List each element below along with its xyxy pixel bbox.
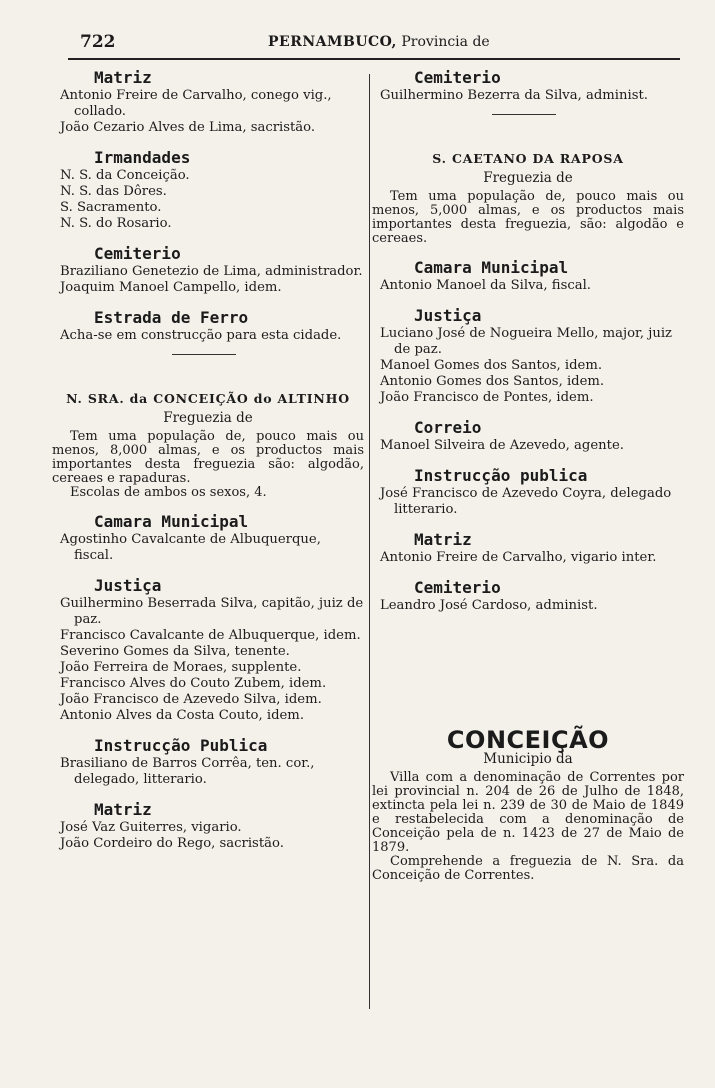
section-body: Tem uma população de, pouco mais ou menos, 5,000 almas, e os productos mais importantes desta freguezia, são: algodão e cereaes.: [372, 189, 684, 246]
section-title-conceicao: CONCEIÇÃO: [446, 726, 610, 754]
entry-line: N. S. do Rosario.: [60, 216, 172, 231]
entry-line: Antonio Alves da Costa Couto, idem.: [60, 708, 305, 723]
entry-line: Manoel Silveira de Azevedo, agente.: [380, 438, 624, 453]
heading-camara-municipal: Camara Municipal: [414, 258, 569, 277]
running-title-province: PERNAMBUCO,: [268, 34, 397, 50]
section-rule: [492, 114, 556, 115]
section-subtitle: Freguezia de: [163, 410, 253, 426]
heading-irmandades: Irmandades: [94, 148, 191, 167]
entry-line: Antonio Freire de Carvalho, conego vig., collado.: [60, 88, 332, 119]
heading-cemiterio: Cemiterio: [414, 578, 501, 597]
entry-line: Antonio Freire de Carvalho, vigario inter.: [380, 550, 657, 565]
running-title: [268, 34, 490, 50]
entry-line: João Ferreira de Moraes, supplente.: [60, 660, 302, 675]
section-title-altinho: N. SRA. da CONCEIÇÃO do ALTINHO: [66, 391, 350, 406]
entry-line: Agostinho Cavalcante de Albuquerque, fiscal.: [60, 532, 321, 563]
section-subtitle: Freguezia de: [483, 170, 573, 186]
entry-line: José Francisco de Azevedo Coyra, delegado litterario.: [380, 486, 672, 517]
entry-line: Manoel Gomes dos Santos, idem.: [380, 358, 603, 373]
column-divider: [369, 74, 370, 1009]
heading-matriz: Matriz: [94, 68, 152, 87]
section-body: Tem uma população de, pouco mais ou menos, 8,000 almas, e os productos mais importantes desta freguezia são: algodão, cereaes e rapaduras.: [52, 429, 364, 486]
heading-justica: Justiça: [94, 576, 162, 595]
section-body: Villa com a denominação de Correntes por lei provincial n. 204 de 26 de Julho de 1848, extincta pela lei n. 239 de 30 de Maio de 1849 e restabelecida com a denominação de Conceição pela de n. 1423 de 27 de Maio de 1879.: [372, 770, 684, 855]
entry-line: João Francisco de Azevedo Silva, idem.: [60, 692, 322, 707]
heading-instruccao-publica: Instrucção Publica: [94, 736, 268, 755]
left-column: [52, 68, 364, 852]
heading-instruccao-publica: Instrucção publica: [414, 466, 588, 485]
section-rule: [172, 354, 236, 355]
entry-line: Guilhermino Beserrada Silva, capitão, juiz de paz.: [60, 596, 364, 627]
section-subtitle: Municipio da: [483, 751, 573, 767]
page-header: [68, 30, 680, 60]
heading-camara-municipal: Camara Municipal: [94, 512, 249, 531]
page-number: 722: [80, 32, 116, 52]
entry-line: Joaquim Manoel Campello, idem.: [60, 280, 282, 295]
heading-justica: Justiça: [414, 306, 482, 325]
entry-line: João Francisco de Pontes, idem.: [380, 390, 594, 405]
entry-line: Leandro José Cardoso, administ.: [380, 598, 598, 613]
section-body: Comprehende a freguezia de N. Sra. da Conceição de Correntes.: [372, 854, 684, 883]
heading-correio: Correio: [414, 418, 482, 437]
section-title-caetano: S. CAETANO DA RAPOSA: [432, 151, 624, 166]
entry-line: Brasiliano de Barros Corrêa, ten. cor., delegado, litterario.: [60, 756, 315, 787]
heading-matriz: Matriz: [414, 530, 472, 549]
entry-line: N. S. das Dôres.: [60, 184, 167, 199]
running-title-rest: Provincia de: [401, 34, 490, 50]
heading-estrada-de-ferro: Estrada de Ferro: [94, 308, 249, 327]
entry-line: Antonio Manoel da Silva, fiscal.: [380, 278, 591, 293]
right-column: [372, 68, 684, 883]
entry-line: Acha-se em construcção para esta cidade.: [60, 328, 342, 343]
heading-cemiterio: Cemiterio: [414, 68, 501, 87]
entry-line: N. S. da Conceição.: [60, 168, 190, 183]
entry-line: João Cordeiro do Rego, sacristão.: [60, 836, 284, 851]
entry-line: Luciano José de Nogueira Mello, major, juiz de paz.: [380, 326, 673, 357]
entry-line: Antonio Gomes dos Santos, idem.: [380, 374, 605, 389]
entry-line: Severino Gomes da Silva, tenente.: [60, 644, 290, 659]
entry-line: João Cezario Alves de Lima, sacristão.: [60, 120, 316, 135]
heading-matriz: Matriz: [94, 800, 152, 819]
entry-line: Francisco Cavalcante de Albuquerque, idem.: [60, 628, 361, 643]
entry-line: Braziliano Genetezio de Lima, administrador.: [60, 264, 363, 279]
entry-line: Guilhermino Bezerra da Silva, administ.: [380, 88, 648, 103]
entry-line: José Vaz Guiterres, vigario.: [60, 820, 242, 835]
heading-cemiterio: Cemiterio: [94, 244, 181, 263]
section-schools: Escolas de ambos os sexos, 4.: [70, 485, 267, 500]
entry-line: S. Sacramento.: [60, 200, 162, 215]
entry-line: Francisco Alves do Couto Zubem, idem.: [60, 676, 327, 691]
